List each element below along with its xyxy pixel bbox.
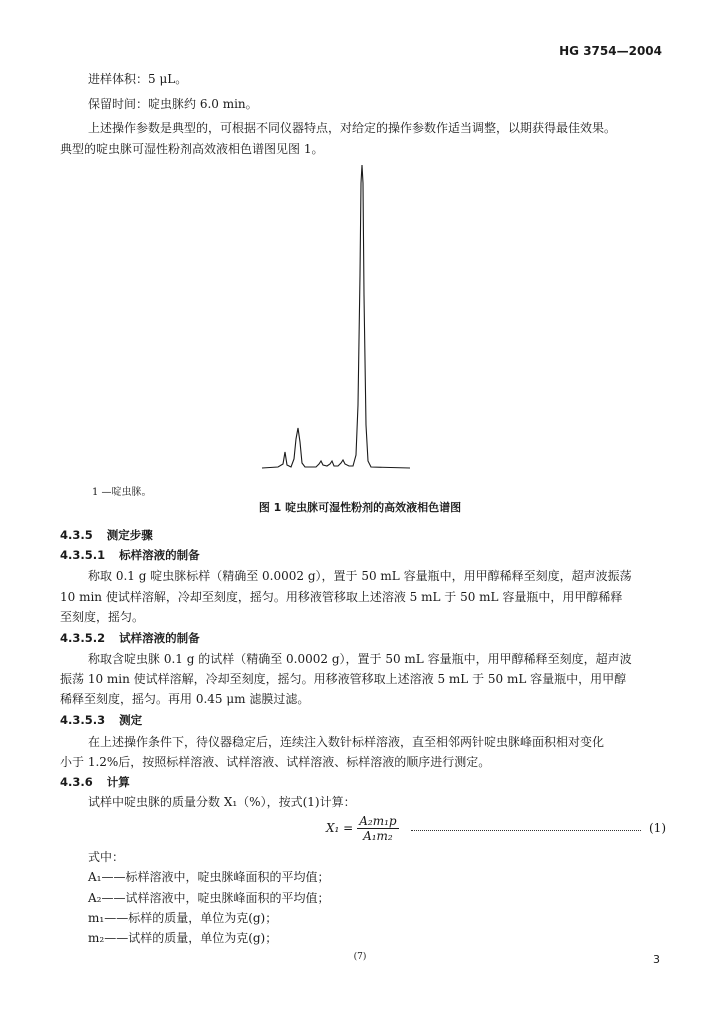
where-intro: 式中： bbox=[88, 850, 125, 864]
section-4-3-5-heading bbox=[60, 527, 153, 545]
leader-dots bbox=[411, 830, 641, 831]
equation-1 bbox=[326, 810, 666, 846]
section-4-3-6-heading bbox=[60, 774, 130, 792]
s4353-line2: 小于 1.2%后，按照标样溶液、试样溶液、试样溶液、标样溶液的顺序进行测定。 bbox=[60, 755, 491, 769]
where-a1: A₁——标样溶液中，啶虫脒峰面积的平均值； bbox=[88, 870, 330, 884]
where-m1: m₁——标样的质量，单位为克(g)； bbox=[88, 911, 278, 925]
section-number: 4.3.5.2 bbox=[60, 631, 106, 645]
section-4-3-5-1-heading bbox=[60, 547, 200, 565]
s4351-line1: 称取 0.1 g 啶虫脒标样（精确至 0.0002 g），置于 50 mL 容量瓶中，用甲醇稀释至刻度，超声波振荡 bbox=[88, 569, 632, 583]
section-title: 计算 bbox=[106, 775, 130, 789]
equation-fraction bbox=[357, 814, 398, 843]
s4353-line1: 在上述操作条件下，待仪器稳定后，连续注入数针标样溶液，直至相邻两针啶虫脒峰面积相对变化 bbox=[88, 735, 605, 749]
section-title: 测定步骤 bbox=[106, 528, 153, 542]
section-title: 试样溶液的制备 bbox=[119, 631, 200, 645]
figure-caption: 图 1 啶虫脒可湿性粉剂的高效液相色谱图 bbox=[258, 501, 462, 514]
s4351-line3: 至刻度，摇匀。 bbox=[60, 610, 145, 624]
where-m2: m₂——试样的质量，单位为克(g)； bbox=[88, 931, 278, 945]
standard-code: HG 3754—2004 bbox=[559, 44, 662, 58]
section-4-3-5-3-heading bbox=[60, 712, 142, 730]
intro-paragraph-line2: 典型的啶虫脒可湿性粉剂高效液相色谱图见图 1。 bbox=[60, 142, 324, 156]
section-number: 4.3.6 bbox=[60, 775, 93, 789]
section-4-3-5-2-heading bbox=[60, 630, 200, 648]
page-number: 3 bbox=[653, 953, 660, 966]
s4352-line3: 稀释至刻度，摇匀。再用 0.45 μm 滤膜过滤。 bbox=[60, 692, 310, 706]
equation-lhs: X₁ = bbox=[326, 820, 354, 835]
s4352-line1: 称取含啶虫脒 0.1 g 的试样（精确至 0.0002 g），置于 50 mL 容量瓶中，用甲醇稀释至刻度，超声波 bbox=[88, 652, 632, 666]
chromatogram-chart bbox=[0, 155, 720, 485]
equation-number: (1) bbox=[649, 820, 666, 835]
footer-sheet-number: (7) bbox=[353, 952, 367, 962]
s4352-line2: 振荡 10 min 使试样溶解，冷却至刻度，摇匀。用移液管移取上述溶液 5 mL 于 50 mL 容量瓶中，用甲醇 bbox=[60, 672, 627, 686]
section-number: 4.3.5 bbox=[60, 528, 93, 542]
chart-legend: 1 —啶虫脒。 bbox=[92, 487, 152, 498]
section-number: 4.3.5.3 bbox=[60, 713, 106, 727]
chromatogram-trace bbox=[262, 165, 410, 468]
where-a2: A₂——试样溶液中，啶虫脒峰面积的平均值； bbox=[88, 891, 330, 905]
equation-numerator: A₂m₁p bbox=[359, 813, 397, 828]
section-title: 标样溶液的制备 bbox=[119, 548, 200, 562]
injection-volume-line: 进样体积：5 μL。 bbox=[88, 72, 188, 86]
intro-paragraph-line1: 上述操作参数是典型的，可根据不同仪器特点，对给定的操作参数作适当调整，以期获得最佳效果。 bbox=[88, 121, 617, 135]
retention-time-line: 保留时间：啶虫脒约 6.0 min。 bbox=[88, 97, 258, 111]
s436-line1: 试样中啶虫脒的质量分数 X₁（%），按式(1)计算： bbox=[88, 795, 356, 809]
section-title: 测定 bbox=[119, 713, 143, 727]
equation-denominator: A₁m₂ bbox=[363, 828, 393, 843]
s4351-line2: 10 min 使试样溶解，冷却至刻度，摇匀。用移液管移取上述溶液 5 mL 于 50 mL 容量瓶中，用甲醇稀释 bbox=[60, 590, 623, 604]
section-number: 4.3.5.1 bbox=[60, 548, 106, 562]
